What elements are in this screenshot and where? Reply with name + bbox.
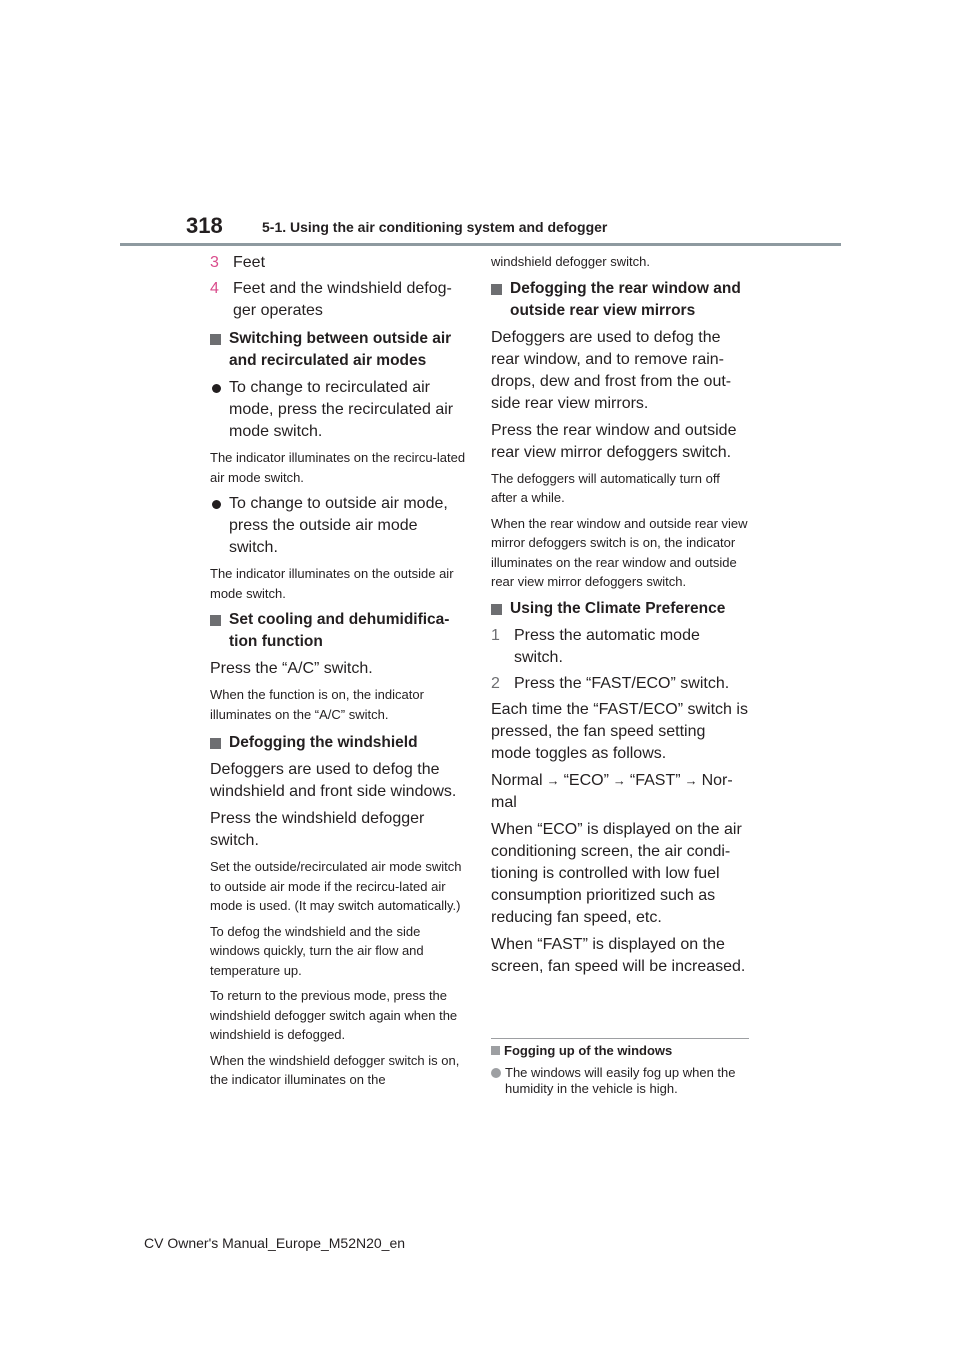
note-recirculated: The indicator illuminates on the recircu-lated air mode switch. xyxy=(210,450,466,485)
toggle-normal: Normal xyxy=(491,771,543,789)
heading-climate-preference xyxy=(491,598,749,620)
footer-text: CV Owner's Manual_Europe_M52N20_en xyxy=(144,1235,406,1251)
heading-windshield xyxy=(210,732,466,754)
header-divider xyxy=(120,243,841,246)
square-bullet-icon xyxy=(491,284,502,295)
note-windshield-2: To defog the windshield and the side windows quickly, turn the air flow and temperature up. xyxy=(210,923,424,978)
bullet-text: To change to outside air mode, press the outside air mode switch. xyxy=(229,495,448,556)
step-number: 1 xyxy=(491,626,500,644)
toggle-eco: “ECO” xyxy=(563,771,609,789)
left-column xyxy=(210,252,466,1096)
square-bullet-icon xyxy=(491,604,502,615)
body-ac: Press the “A/C” switch. xyxy=(210,660,373,677)
step-text: Feet and the windshield defog-ger operates xyxy=(233,280,452,319)
bullet-outside xyxy=(210,493,466,559)
step-number: 3 xyxy=(210,254,219,271)
note-outside: The indicator illuminates on the outside air mode switch. xyxy=(210,566,454,601)
notes-item-text: The windows will easily fog up when the humidity in the vehicle is high. xyxy=(505,1065,736,1096)
step-text: Press the “FAST/ECO” switch. xyxy=(514,674,730,692)
right-column xyxy=(491,252,749,983)
step-3 xyxy=(210,252,466,274)
fan-mode-toggle-sequence xyxy=(491,770,749,814)
arrow-right-icon: → xyxy=(612,772,626,788)
step-number: 4 xyxy=(210,280,219,297)
heading-rear-window xyxy=(491,278,749,322)
bullet-text: To change to recirculated air mode, press the recirculated air mode switch. xyxy=(229,379,454,440)
note-windshield-1: Set the outside/recirculated air mode switch to outside air mode if the recircu-lated air mode is used. (It may switch automatically.) xyxy=(210,859,462,913)
notes-divider xyxy=(491,1038,749,1039)
body-climate-2: When “ECO” is displayed on the air conditioning screen, the air condi-tioning is controlled with low fuel consumption prioritized such as reducing fan speed, etc. xyxy=(491,820,742,926)
body-rear-2: Press the rear window and outside rear view mirror defoggers switch. xyxy=(491,421,737,461)
square-bullet-icon xyxy=(210,334,221,345)
step-text: Press the automatic mode switch. xyxy=(514,626,700,666)
note-windshield-4b: windshield defogger switch. xyxy=(491,254,650,269)
heading-text: Set cooling and dehumidifica-tion function xyxy=(229,611,450,650)
step-1 xyxy=(491,625,749,669)
bullet-dot-icon xyxy=(212,500,221,509)
body-windshield-1: Defoggers are used to defog the windshield and front side windows. xyxy=(210,761,457,800)
body-rear-1: Defoggers are used to defog the rear window, and to remove rain-drops, dew and frost from the out-side rear view mirrors. xyxy=(491,328,732,412)
section-title: 5-1. Using the air conditioning system and defogger xyxy=(262,219,608,235)
heading-text: Defogging the windshield xyxy=(229,734,418,751)
step-number: 2 xyxy=(491,674,500,692)
notes-heading xyxy=(491,1042,672,1060)
square-bullet-icon xyxy=(491,1046,500,1055)
note-windshield-4a: When the windshield defogger switch is on, the indicator illuminates on the xyxy=(210,1052,460,1087)
body-climate-1: Each time the “FAST/ECO” switch is pressed, the fan speed setting mode toggles as follows. xyxy=(491,700,748,762)
heading-text: Switching between outside air and recirculated air modes xyxy=(229,330,452,369)
bullet-dot-icon xyxy=(212,384,221,393)
toggle-fast: “FAST” xyxy=(629,771,681,789)
body-climate-3: When “FAST” is displayed on the screen, fan speed will be increased. xyxy=(491,935,746,975)
toggle-normal-2: Nor-mal xyxy=(491,771,733,811)
note-ac: When the function is on, the indicator illuminates on the “A/C” switch. xyxy=(210,687,424,722)
heading-recirculated-air xyxy=(210,328,466,372)
square-bullet-icon xyxy=(210,738,221,749)
note-rear-1: The defoggers will automatically turn off after a while. xyxy=(491,470,720,505)
heading-cooling xyxy=(210,609,466,653)
square-bullet-icon xyxy=(210,615,221,626)
notes-heading-text: Fogging up of the windows xyxy=(504,1043,673,1058)
note-rear-2: When the rear window and outside rear view mirror defoggers switch is on, the indicator illuminates on the rear window and outside rear view mirror defoggers switch. xyxy=(491,515,748,589)
notes-item xyxy=(491,1065,749,1097)
heading-text: Defogging the rear window and outside rear view mirrors xyxy=(510,279,741,319)
step-2 xyxy=(491,673,749,695)
body-windshield-2: Press the windshield defogger switch. xyxy=(210,810,425,849)
step-4 xyxy=(210,278,466,322)
arrow-right-icon: → xyxy=(546,772,560,788)
note-windshield-3: To return to the previous mode, press the windshield defogger switch again when the windshield is defogged. xyxy=(210,988,458,1042)
page-number: 318 xyxy=(186,213,223,238)
arrow-right-icon: → xyxy=(684,772,698,788)
bullet-dot-icon xyxy=(491,1068,501,1078)
step-text: Feet xyxy=(233,254,266,271)
bullet-recirculated xyxy=(210,377,466,443)
heading-text: Using the Climate Preference xyxy=(510,599,726,617)
